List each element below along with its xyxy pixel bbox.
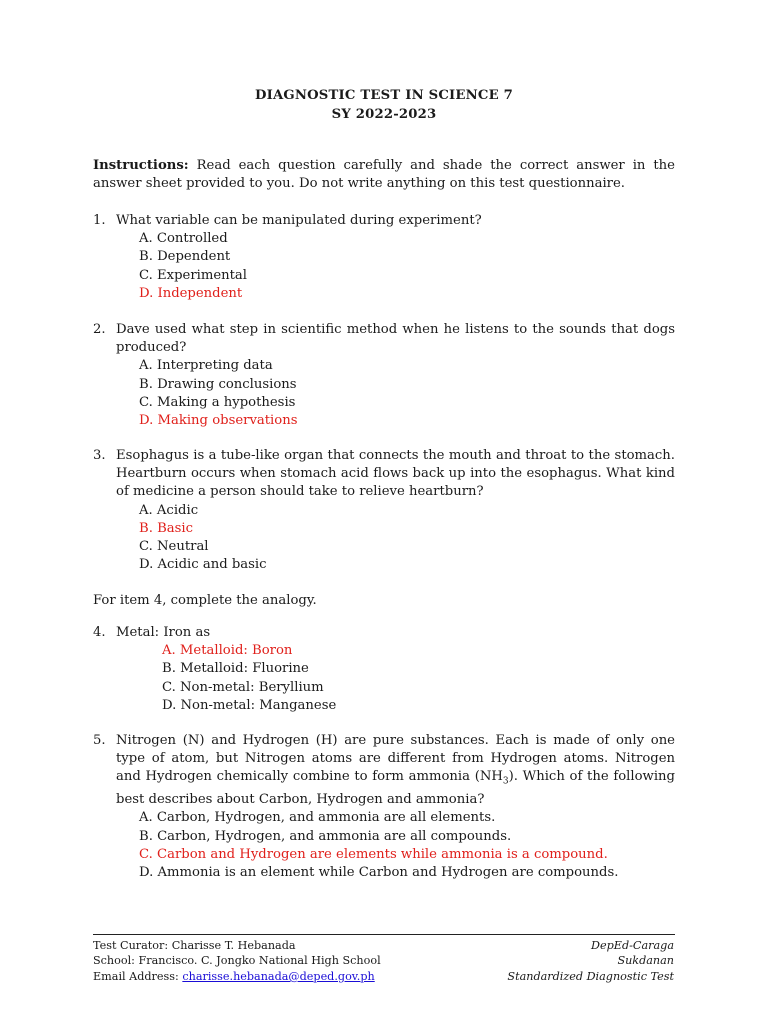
footer-email-line xyxy=(93,969,453,984)
option-a: A. Acidic xyxy=(139,502,199,518)
question-stem: Esophagus is a tube-like organ that connects the mouth and throat to the stomach. Heartburn occurs when stomach acid flows back up into the esophagus. What kind of medicine a person should take to relieve heartburn? xyxy=(116,448,675,500)
subscript-3: 3 xyxy=(502,777,509,788)
question-number: 1. xyxy=(93,213,106,228)
option-d-correct: D. Making observations xyxy=(139,413,298,429)
footer-org: DepEd-Caraga xyxy=(591,939,674,952)
question-stem: Metal: Iron as xyxy=(116,625,211,640)
footer-right xyxy=(414,938,674,984)
option-b: B. Carbon, Hydrogen, and ammonia are all compounds. xyxy=(139,828,512,844)
footer-school: School: Francisco. C. Jongko National High School xyxy=(93,954,381,968)
option-c: C. Neutral xyxy=(139,539,209,555)
footer-email-link[interactable]: charisse.hebanada@deped.gov.ph xyxy=(182,969,375,983)
instructions xyxy=(93,157,675,193)
item4-note: For item 4, complete the analogy. xyxy=(93,593,317,608)
option-a: A. Interpreting data xyxy=(139,358,273,374)
question-3 xyxy=(93,447,675,574)
option-d-correct: D. Independent xyxy=(139,285,243,301)
question-stem: Dave used what step in scientific method when he listens to the sounds that dogs produced? xyxy=(116,322,675,356)
footer-divider xyxy=(93,934,675,935)
school-year: SY 2022-2023 xyxy=(331,107,437,122)
page-title: DIAGNOSTIC TEST IN SCIENCE 7 xyxy=(254,88,514,103)
title-block xyxy=(0,86,768,124)
option-d: D. Ammonia is an element while Carbon and Hydrogen are compounds. xyxy=(139,865,619,881)
option-a-correct: A. Metalloid: Boron xyxy=(162,643,293,659)
question-4 xyxy=(93,624,675,715)
option-a: A. Carbon, Hydrogen, and ammonia are all elements. xyxy=(139,810,496,826)
option-c: C. Non-metal: Beryllium xyxy=(162,679,324,695)
stem-part-1: Nitrogen (N) and Hydrogen (H) are pure substances. Each is made of only one type of atom, but Nitrogen atoms are different from Hydrogen atoms. Nitrogen and Hydrogen chemically combine to form ammonia (NH xyxy=(116,733,675,785)
footer-test-type: Standardized Diagnostic Test xyxy=(507,969,674,983)
question-2 xyxy=(93,321,675,430)
footer-program: Sukdanan xyxy=(617,954,674,968)
option-c: C. Experimental xyxy=(139,267,248,283)
question-stem: What variable can be manipulated during experiment? xyxy=(116,213,482,228)
question-number: 4. xyxy=(93,625,106,640)
stem-part-2: ). Which of the following best describes about Carbon, Hydrogen and ammonia? xyxy=(116,769,675,808)
option-d: D. Non-metal: Manganese xyxy=(162,697,337,713)
question-5 xyxy=(93,732,675,882)
option-c: C. Making a hypothesis xyxy=(139,394,296,410)
option-b: B. Metalloid: Fluorine xyxy=(162,661,309,677)
question-number: 3. xyxy=(93,448,106,463)
question-number: 5. xyxy=(93,733,106,748)
option-b-correct: B. Basic xyxy=(139,520,193,536)
option-d: D. Acidic and basic xyxy=(139,557,267,573)
question-number: 2. xyxy=(93,322,106,337)
option-a: A. Controlled xyxy=(139,231,228,247)
question-stem xyxy=(116,732,675,809)
footer-curator: Test Curator: Charisse T. Hebanada xyxy=(93,939,296,952)
question-1 xyxy=(93,212,675,303)
option-b: B. Drawing conclusions xyxy=(139,376,297,392)
option-b: B. Dependent xyxy=(139,249,231,265)
option-c-correct: C. Carbon and Hydrogen are elements while ammonia is a compound. xyxy=(139,846,608,862)
footer-left xyxy=(93,938,453,984)
instructions-label: Instructions: xyxy=(93,158,189,173)
instructions-text: Read each question carefully and shade the correct answer in the answer sheet provided to you. Do not write anything on this test questionnaire. xyxy=(93,158,675,192)
footer-email-label: Email Address: xyxy=(93,969,183,983)
